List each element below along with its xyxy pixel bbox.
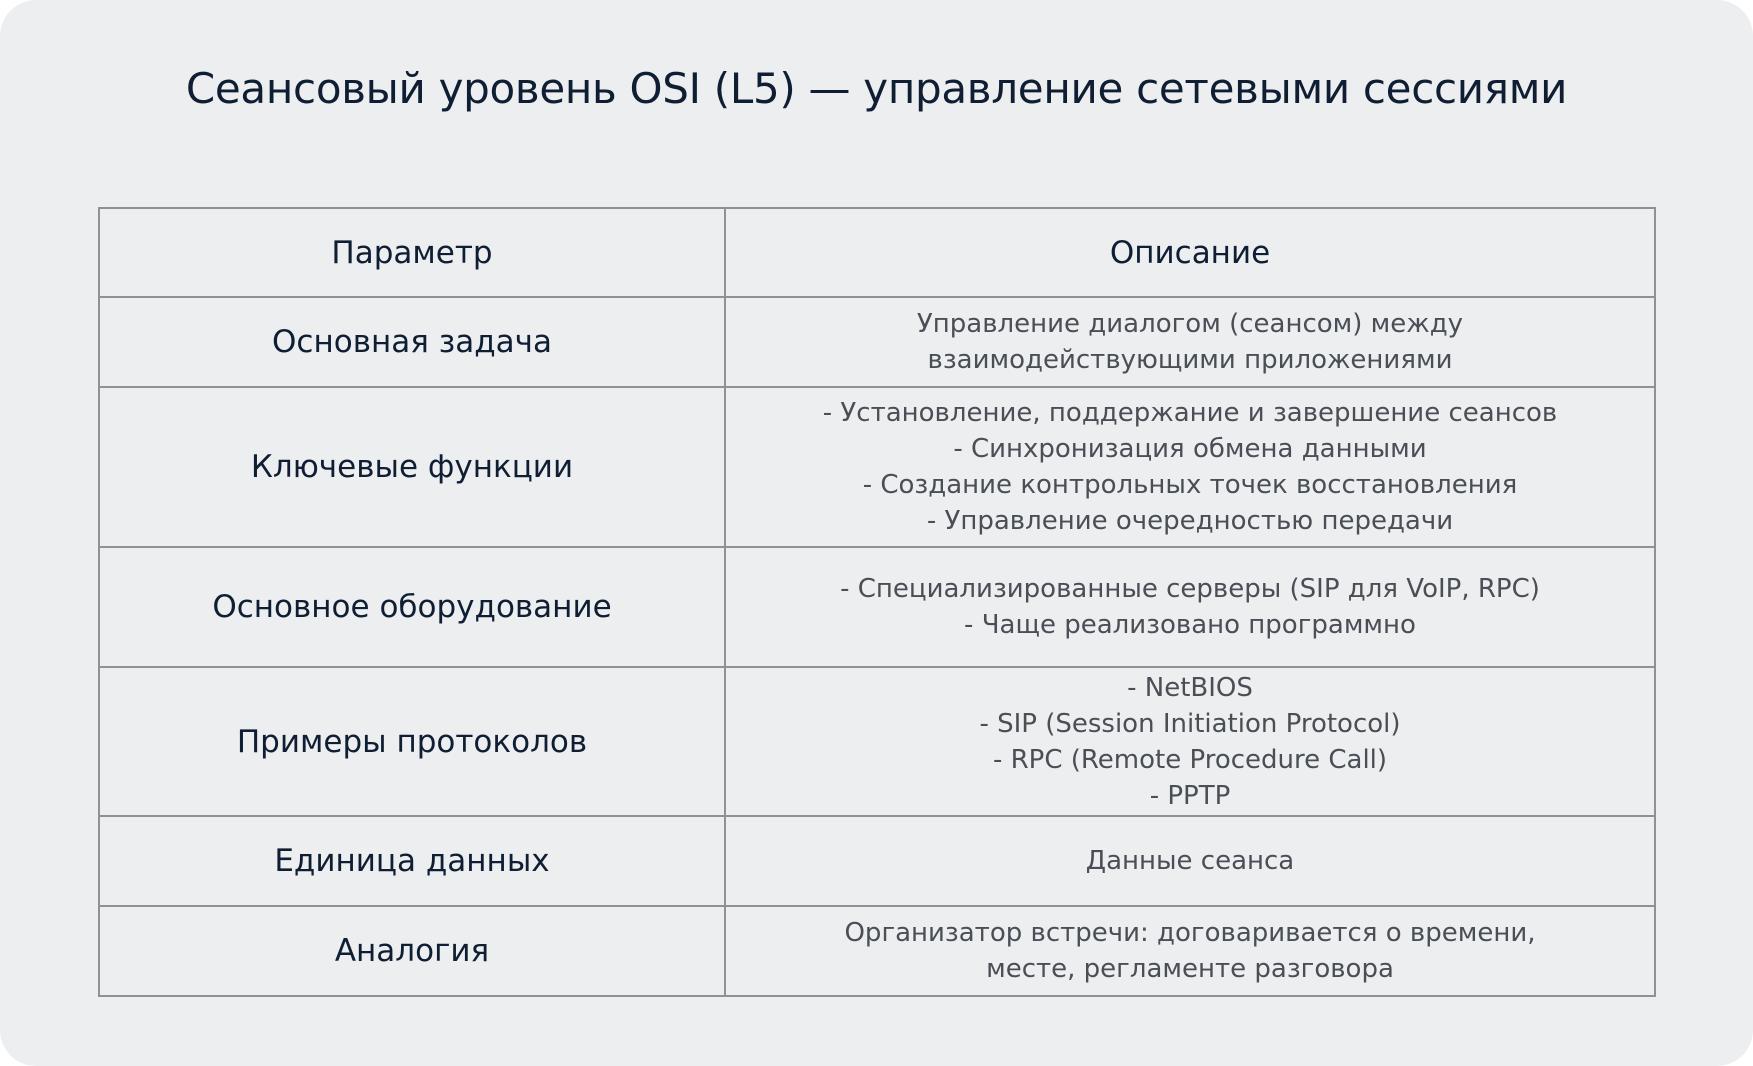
- description-line: - Специализированные серверы (SIP для VoIP, RPC): [840, 574, 1540, 604]
- table-row: [99, 387, 1655, 547]
- column-header-parameter: Параметр: [99, 208, 725, 297]
- row-parameter: Примеры протоколов: [99, 667, 725, 816]
- description-line: взаимодействующими приложениями: [927, 345, 1453, 375]
- description-line: - PPTP: [1149, 780, 1231, 811]
- table-header-row: [99, 208, 1655, 297]
- page-title: Сеансовый уровень OSI (L5) — управление сетевыми сессиями: [185, 64, 1568, 113]
- table-row: [99, 816, 1655, 906]
- table-row: [99, 297, 1655, 387]
- description-line: - Создание контрольных точек восстановления: [862, 470, 1518, 500]
- table-row: [99, 547, 1655, 667]
- description-line: - RPC (Remote Procedure Call): [992, 744, 1388, 775]
- row-parameter: Основная задача: [99, 297, 725, 387]
- table-row: [99, 906, 1655, 996]
- row-parameter: Единица данных: [99, 816, 725, 906]
- row-parameter: Аналогия: [99, 906, 725, 996]
- row-description: [725, 906, 1655, 996]
- description-line: - Управление очередностью передачи: [926, 506, 1454, 536]
- description-line: - Установление, поддержание и завершение сеансов: [822, 398, 1558, 428]
- row-parameter: Ключевые функции: [99, 387, 725, 547]
- description-line: - Синхронизация обмена данными: [953, 434, 1427, 464]
- description-line: - SIP (Session Initiation Protocol): [979, 708, 1401, 739]
- column-header-description: Описание: [725, 208, 1655, 297]
- description-line: Управление диалогом (сеансом) между: [916, 309, 1464, 339]
- description-line: Данные сеанса: [1085, 846, 1295, 876]
- description-line: - Чаще реализовано программно: [964, 610, 1416, 640]
- row-description: [725, 387, 1655, 547]
- description-line: месте, регламенте разговора: [986, 954, 1394, 984]
- row-description: [725, 667, 1655, 816]
- row-description: [725, 816, 1655, 906]
- row-description: [725, 547, 1655, 667]
- table-row: [99, 667, 1655, 816]
- row-parameter: Основное оборудование: [99, 547, 725, 667]
- description-line: Организатор встречи: договаривается о времени,: [844, 918, 1536, 948]
- info-table: [98, 207, 1656, 997]
- description-line: - NetBIOS: [1127, 672, 1253, 703]
- row-description: [725, 297, 1655, 387]
